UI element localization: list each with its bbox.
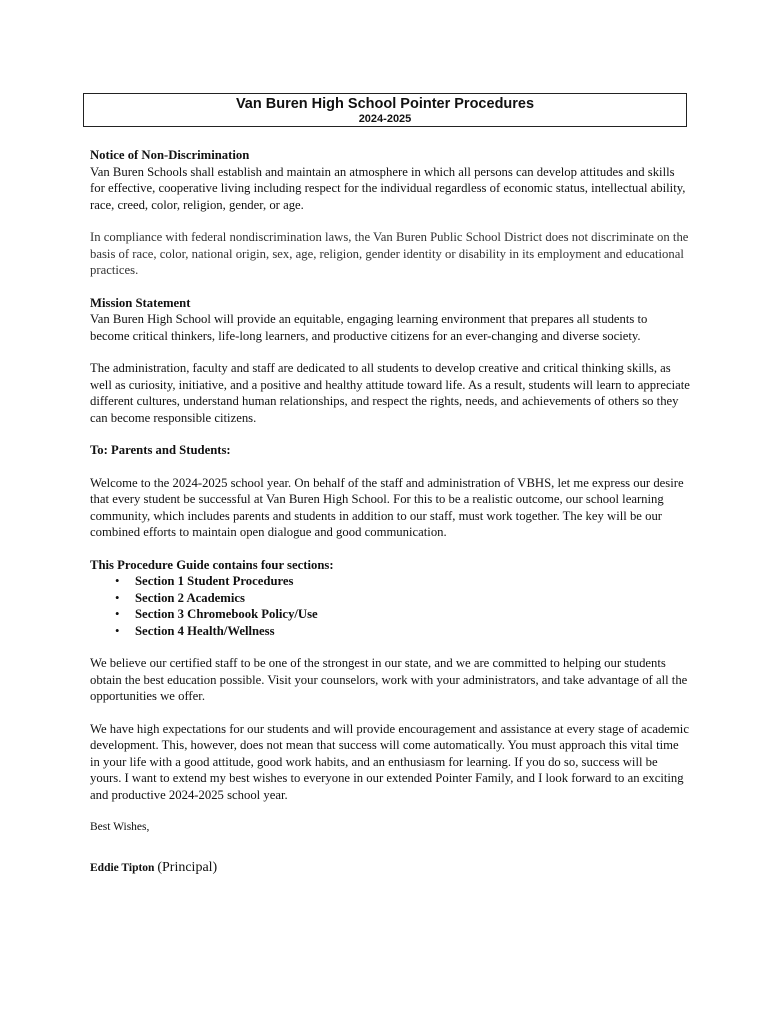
procedure-guide-heading: This Procedure Guide contains four sections: <box>90 557 334 572</box>
bullet-icon: • <box>115 623 120 638</box>
signer-role: (Principal) <box>157 859 218 875</box>
letter-paragraph-1: Welcome to the 2024-2025 school year. On behalf of the staff and administration of VBHS, let me express our desire that every student be successful at Van Buren High School. For this to be a realistic outcome, our school learning community, which includes parents and students in addition to our staff, must work together. The key will be our combined efforts to maintain open dialogue and good communication. <box>90 475 684 539</box>
bullet-icon: • <box>115 590 120 605</box>
mission-heading: Mission Statement <box>90 295 191 310</box>
nondiscrimination-paragraph-2: In compliance with federal nondiscrimination laws, the Van Buren Public School District does not discriminate on the basis of race, color, national origin, sex, age, religion, gender identity or disability in its employment and educational practices. <box>90 230 689 277</box>
section-list-item <box>115 623 690 640</box>
bullet-icon: • <box>115 607 120 621</box>
letter-paragraph-3: We have high expectations for our students and will provide encouragement and assistance at every stage of academic development. This, however, does not mean that success will come automatically. You must approach this vital time in your life with a good attitude, good work habits, and an enthusiasm for learning. If you do so, success will be yours. I want to extend my best wishes to everyone in our extended Pointer Family, and I look forward to an exciting and productive 2024-2025 school year. <box>90 721 689 802</box>
nondiscrimination-paragraph-1: Van Buren Schools shall establish and maintain an atmosphere in which all persons can develop attitudes and skills for effective, cooperative living including respect for the individual regardless of economic status, intellectual ability, race, creed, color, religion, gender, or age. <box>90 164 686 212</box>
signer-name: Eddie Tipton <box>90 861 155 874</box>
section-list <box>90 573 690 639</box>
bullet-icon: • <box>115 574 120 588</box>
mission-paragraph-1: Van Buren High School will provide an equitable, engaging learning environment that prepares all students to become critical thinkers, life-long learners, and productive citizens for an ever-changing and diverse society. <box>90 312 648 343</box>
mission-paragraph-2: The administration, faculty and staff are dedicated to all students to develop creative and critical thinking skills, as well as curiosity, initiative, and a positive and healthy attitude toward life. As a result, students will learn to appreciate different cultures, understand human relationships, and respect the rights, needs, and achievements of others so they can become responsible citizens. <box>90 361 690 425</box>
section-list-item <box>115 590 690 607</box>
signature <box>90 860 690 877</box>
section-list-item-label: Section 1 Student Procedures <box>135 574 294 588</box>
section-list-item-label: Section 3 Chromebook Policy/Use <box>135 607 318 621</box>
document-year: 2024-2025 <box>358 113 412 125</box>
letter-signoff: Best Wishes, <box>90 821 150 833</box>
title-box <box>83 93 687 127</box>
document-body <box>90 147 690 876</box>
nondiscrimination-heading: Notice of Non-Discrimination <box>90 148 250 162</box>
section-list-item <box>115 573 690 590</box>
section-list-item-label: Section 4 Health/Wellness <box>135 623 275 638</box>
letter-salutation: To: Parents and Students: <box>90 443 231 457</box>
document-page <box>90 93 690 876</box>
section-list-item <box>115 606 690 623</box>
section-list-item-label: Section 2 Academics <box>135 590 245 605</box>
letter-paragraph-2: We believe our certified staff to be one of the strongest in our state, and we are committed to helping our students obtain the best education possible. Visit your counselors, work with your administrators, and take advantage of all the opportunities we offer. <box>90 656 688 703</box>
document-title: Van Buren High School Pointer Procedures <box>235 96 535 112</box>
